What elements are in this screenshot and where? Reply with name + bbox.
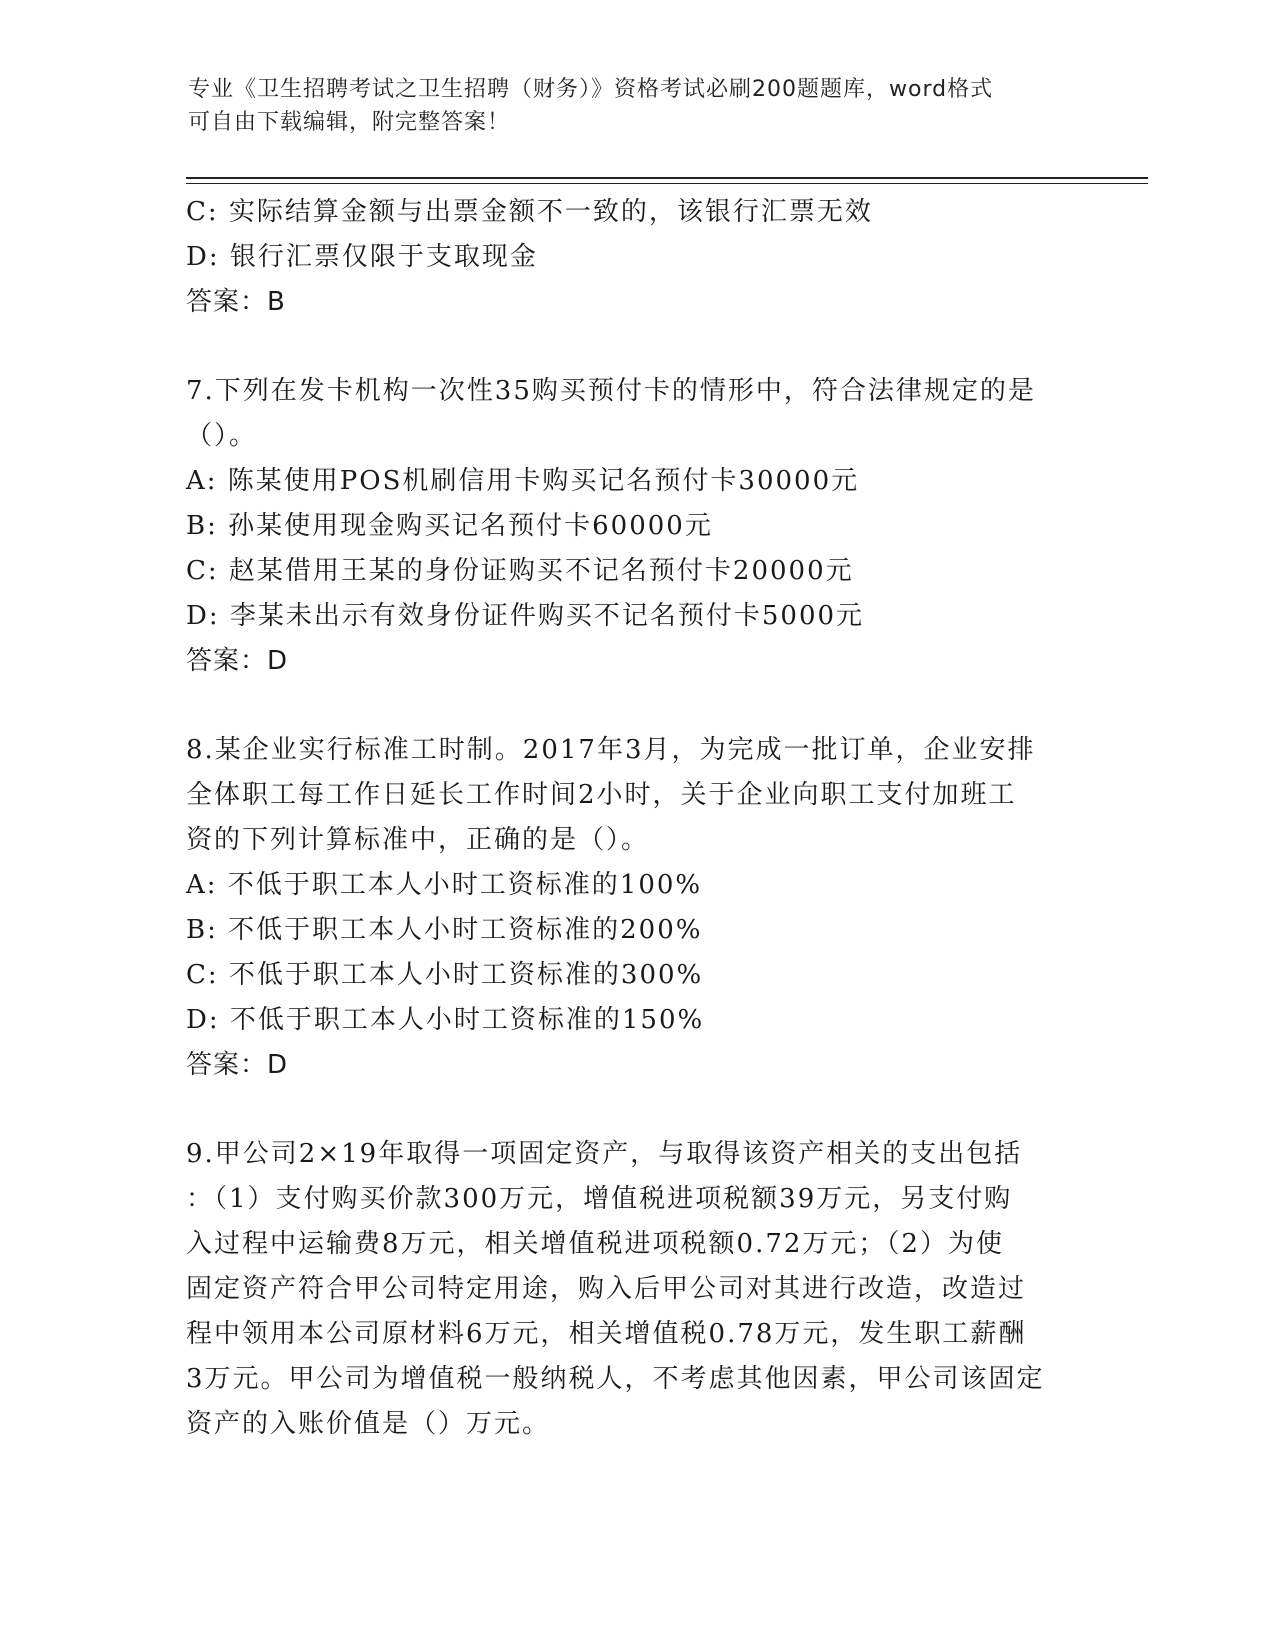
option-c: C: 赵某借用王某的身份证购买不记名预付卡20000元 — [186, 556, 854, 586]
option-a: A: 陈某使用POS机刷信用卡购买记名预付卡30000元 — [186, 466, 860, 496]
question-stem-line: （）。 — [186, 421, 258, 451]
question-8 — [186, 728, 1086, 1088]
spacer — [186, 325, 1086, 369]
question-9 — [186, 1132, 1086, 1447]
question-stem-line: 程中领用本公司原材料6万元，相关增值税0.78万元，发生职工薪酬 — [186, 1319, 1027, 1349]
question-stem-line: 9.甲公司2×19年取得一项固定资产，与取得该资产相关的支出包括 — [186, 1139, 1023, 1169]
question-7 — [186, 369, 1086, 684]
question-stem-line: 全体职工每工作日延长工作时间2小时，关于企业向职工支付加班工 — [186, 780, 1017, 810]
question-stem-line: 入过程中运输费8万元，相关增值税进项税额0.72万元；（2）为使 — [186, 1229, 1004, 1259]
option-d: D: 李某未出示有效身份证件购买不记名预付卡5000元 — [186, 601, 865, 631]
option-b: B: 不低于职工本人小时工资标准的200% — [186, 915, 703, 945]
option-b: B: 孙某使用现金购买记名预付卡60000元 — [186, 511, 713, 541]
header-line-1: 专业《卫生招聘考试之卫生招聘（财务）》资格考试必刷200题题库，word格式 — [188, 77, 994, 102]
spacer — [186, 684, 1086, 728]
question-stem-line: 3万元。甲公司为增值税一般纳税人，不考虑其他因素，甲公司该固定 — [186, 1364, 1045, 1394]
option-a: A: 不低于职工本人小时工资标准的100% — [186, 870, 703, 900]
question-stem-line: 8.某企业实行标准工时制。2017年3月，为完成一批订单，企业安排 — [186, 735, 1036, 765]
previous-question-tail — [186, 190, 1086, 325]
answer-line: 答案：B — [186, 287, 286, 317]
answer-line: 答案：D — [186, 646, 289, 676]
question-stem-line: 7.下列在发卡机构一次性35购买预付卡的情形中，符合法律规定的是 — [186, 376, 1036, 406]
header-rule-thin — [186, 183, 1148, 184]
header-line-2: 可自由下载编辑，附完整答案！ — [188, 110, 511, 135]
option-c: C: 不低于职工本人小时工资标准的300% — [186, 960, 704, 990]
option-c: C: 实际结算金额与出票金额不一致的，该银行汇票无效 — [186, 197, 873, 227]
question-stem-line: 固定资产符合甲公司特定用途，购入后甲公司对其进行改造，改造过 — [186, 1274, 1027, 1304]
question-stem-line: 资的下列计算标准中，正确的是（）。 — [186, 825, 650, 855]
header-rule-thick — [186, 177, 1148, 179]
question-stem-line: ：（1）支付购买价款300万元，增值税进项税额39万元，另支付购 — [186, 1184, 1013, 1214]
option-d: D: 不低于职工本人小时工资标准的150% — [186, 1005, 705, 1035]
question-stem-line: 资产的入账价值是（）万元。 — [186, 1409, 551, 1439]
option-d: D: 银行汇票仅限于支取现金 — [186, 242, 538, 272]
spacer — [186, 1088, 1086, 1132]
answer-line: 答案：D — [186, 1050, 289, 1080]
document-header — [188, 73, 1088, 139]
document-body — [186, 190, 1086, 1447]
